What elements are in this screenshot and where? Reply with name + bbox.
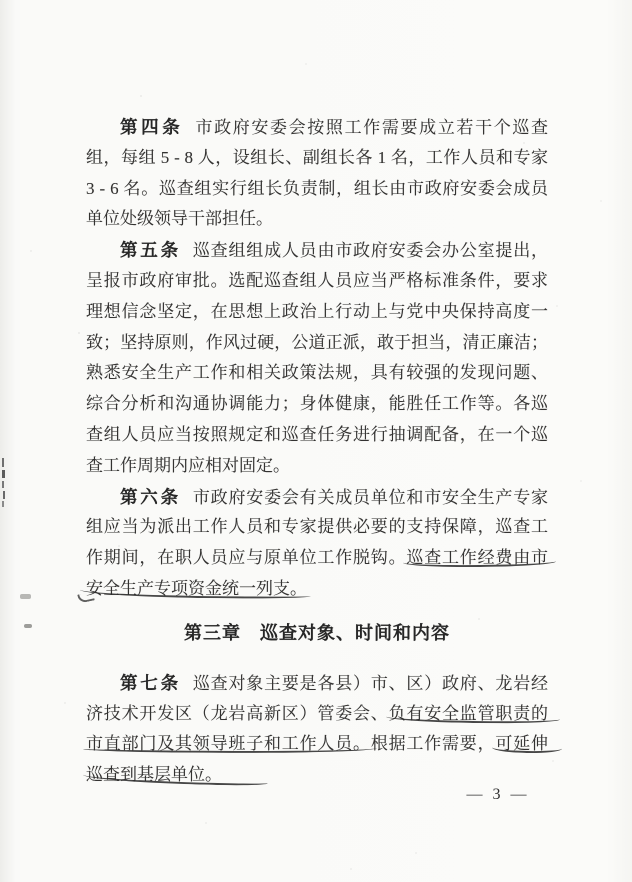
body-text-segment: 组应当为派出工作人员和专家提供必要的支持保障，巡查工 [86,517,548,537]
body-text-segment: 市政府安委会按照工作需要成立若干个巡查 [195,118,549,137]
scan-speck [350,868,352,870]
text-line [86,328,548,359]
body-text-segment: 3 - 6 名。巡查组实行组长负责制，组长由市政府安委会成员 [86,178,548,198]
body-text-segment: 查工作周期内应相对固定。 [86,455,290,475]
text-line [86,297,548,328]
article-number: 第四条 [120,117,184,137]
text-line [86,729,548,760]
body-text-segment: 根据工作需要， [370,734,496,754]
text-line [86,235,548,266]
body-text-segment: 呈报市政府审批。选配巡查组人员应当严格标准条件，要求 [86,270,548,290]
scan-speck [30,250,32,252]
scan-artifact [2,470,5,478]
body-text-segment: 单位处级领导干部担任。 [86,209,273,229]
text-line [86,174,548,205]
underlined-passage: 负有安全监管职责的 [388,703,549,723]
body-text-segment: 巡查对象主要是各县）市、区）政府、龙岩经 [192,673,549,693]
text-line [86,266,548,297]
text-line [86,358,548,389]
text-line [86,112,548,143]
article-number: 第七条 [120,672,181,693]
body-text-segment: 巡查组组成人员由市政府安委会办公室提出， [192,241,549,261]
body-text-segment: 综合分析和沟通协调能力；身体健康，能胜任工作等。各巡 [86,394,548,414]
text-line [86,668,548,699]
underlined-passage: 市直部门及其领导班子和工作人员。 [86,734,371,754]
underlined-passage: 安全生产专项资金统一列支。 [86,578,307,598]
scan-speck [523,142,525,144]
chapter-heading: 第三章 巡查对象、时间和内容 [184,622,450,643]
scan-speck [552,760,554,762]
text-line [86,143,548,174]
body-text-segment: 理想信念坚定，在思想上政治上行动上与党中央保持高度一 [86,301,548,321]
scan-artifact [2,501,4,507]
underlined-passage: 巡查工作经费由市 [406,548,549,568]
text-line [86,451,548,482]
scan-speck [140,95,142,97]
text-line [86,699,548,730]
body-text-segment: 查组人员应当按照规定和巡查任务进行抽调配备，在一个巡 [86,424,548,444]
scan-speck [305,63,307,65]
scan-speck [478,618,480,620]
text-line [86,420,548,451]
scan-speck [556,305,558,307]
scan-artifact [2,481,4,488]
body-text-segment: 致；坚持原则，作风过硬，公道正派，敢于担当，清正廉洁； [86,332,548,352]
scan-artifact [20,594,31,599]
scan-artifact [24,624,32,628]
scan-speck [580,480,582,482]
scan-speck [78,332,80,334]
text-line [86,204,548,235]
body-text-segment: 市政府安委会有关成员单位和市安全生产专家 [192,487,549,507]
document-body [86,112,548,791]
scan-artifact [2,458,4,467]
underlined-passage: 可延伸 [495,734,549,754]
body-text-segment: 熟悉安全生产工作和相关政策法规，具有较强的发现问题、 [86,363,548,383]
underlined-passage: 巡查到基层单位。 [86,765,222,785]
scan-speck [64,702,66,704]
page-number: — 3 — [466,786,530,803]
article-number: 第五条 [120,240,181,261]
scan-speck [415,852,417,854]
body-text-segment: 组，每组 5 - 8 人，设组长、副组长各 1 名，工作人员和专家 [86,147,548,167]
body-text-segment: 作期间，在职人员应与原单位工作脱钩。 [86,548,407,568]
text-line [86,512,548,543]
scan-speck [205,822,207,824]
text-line [86,574,548,605]
body-text-segment: 济技术开发区（龙岩高新区）管委会、 [86,703,389,723]
scan-speck [600,200,602,202]
scan-speck [118,545,120,547]
article-number: 第六条 [120,486,181,507]
text-line [86,482,548,513]
scan-artifact [3,491,5,499]
text-line [86,389,548,420]
text-line [86,543,548,574]
